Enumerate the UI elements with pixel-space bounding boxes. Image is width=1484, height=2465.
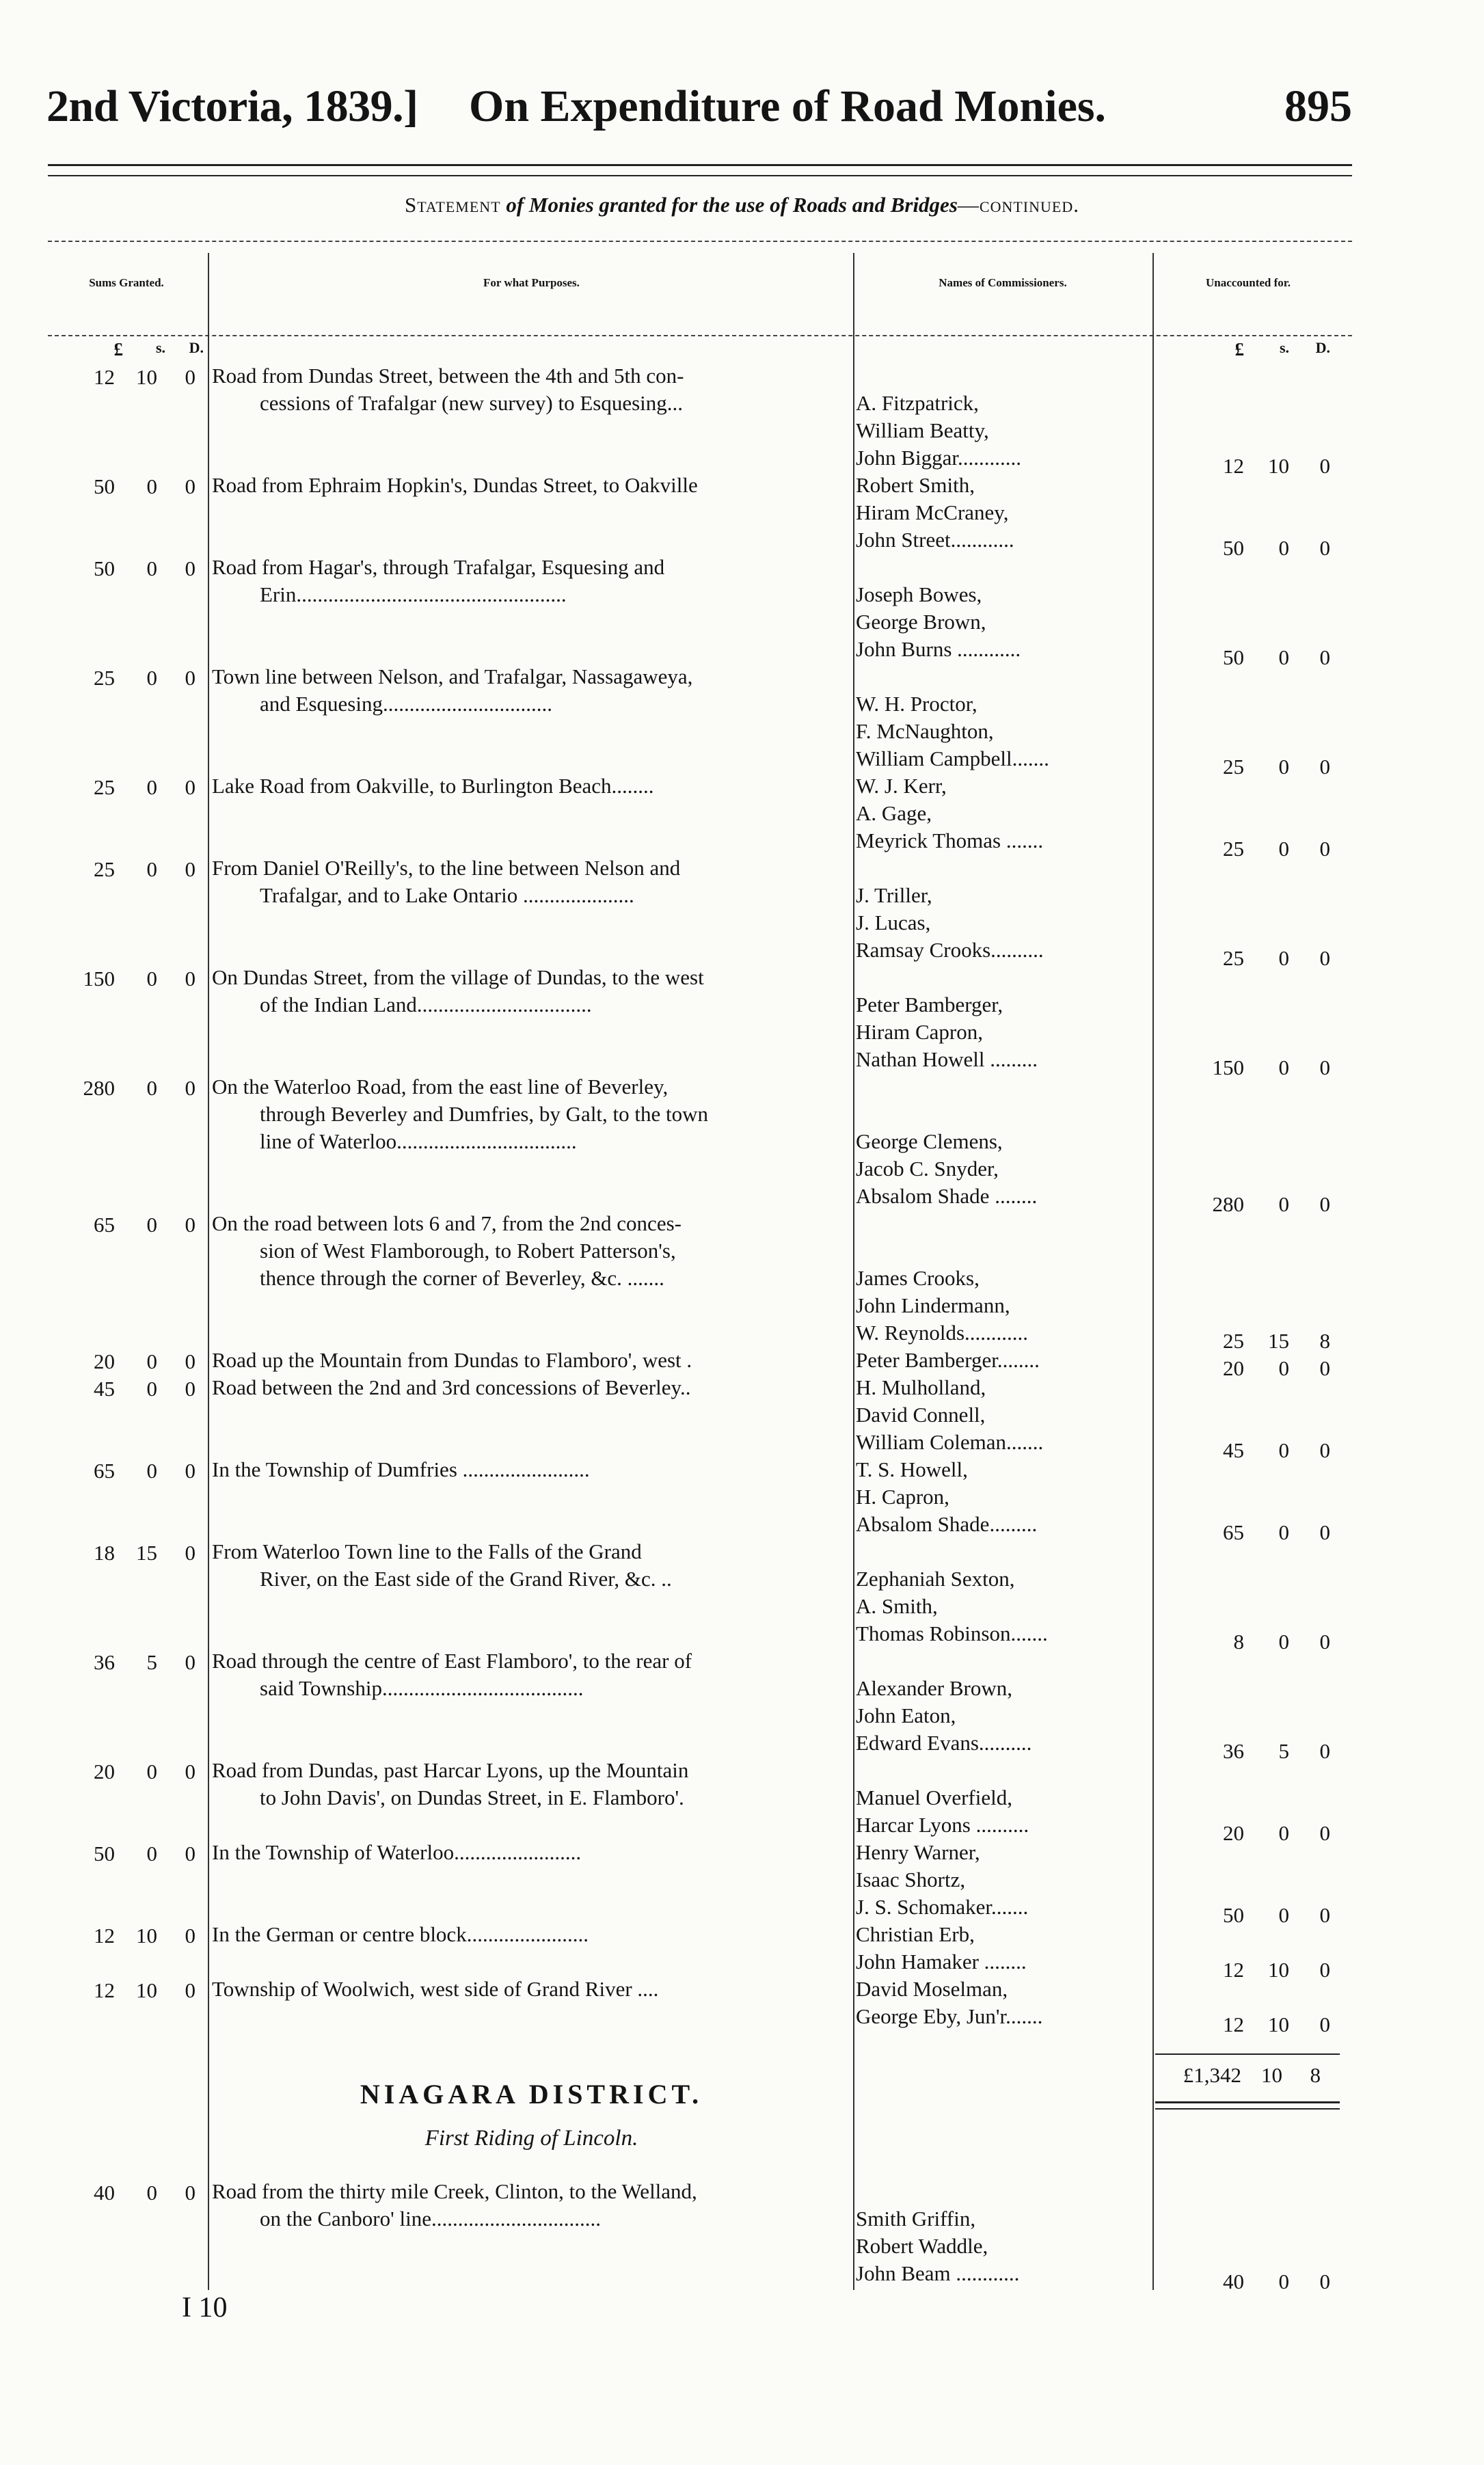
commissioner-list: Joseph Bowes, George Brown, John Burns ............ [856, 582, 1021, 661]
purpose-entry: Town line between Nelson, and Trafalgar, Nassagaweya, and Esquesing................................ [212, 664, 693, 716]
header-rule-top [48, 164, 1352, 166]
total-rule-bottom [1155, 2101, 1340, 2103]
commissioner-list: W. J. Kerr, A. Gage, Meyrick Thomas ....... [856, 774, 1044, 852]
col-header-commissioners: Names of Commissioners. [939, 276, 1067, 289]
purpose-entry: Road from Dundas, past Harcar Lyons, up the Mountain to John Davis', on Dundas Street, in E. Flamboro'. [212, 1758, 689, 1809]
commissioner-list: A. Fitzpatrick, William Beatty, John Biggar............ [856, 391, 1021, 470]
commissioner-list: Robert Smith, Hiram McCraney, John Street............ [856, 473, 1014, 552]
grant-amount: 40 0 0 [94, 2181, 195, 2205]
unaccounted-amount: 36 5 0 [1223, 1739, 1330, 1763]
grant-amount: 280 0 0 [83, 1076, 195, 1100]
commissioner-list: T. S. Howell, H. Capron, Absalom Shade......... [856, 1457, 1038, 1536]
purpose-entry: Road from the thirty mile Creek, Clinton, to the Welland, on the Canboro' line................................ [212, 2179, 697, 2231]
unit-pence: D. [189, 339, 204, 356]
unaccounted-amount: 25 0 0 [1223, 755, 1330, 779]
grant-amount: 25 0 0 [94, 775, 195, 799]
subtitle-italic: of Monies granted for the use of Roads and Bridges [506, 193, 958, 217]
header-rule-bottom [48, 175, 1352, 176]
grant-amount: 20 0 0 [94, 1760, 195, 1783]
col-header-unaccounted: Unaccounted for. [1205, 276, 1291, 289]
commissioner-list: Smith Griffin, Robert Waddle, John Beam ............ [856, 2207, 1020, 2285]
grant-amount: 50 0 0 [94, 1842, 195, 1865]
total-rule-top [1155, 2053, 1340, 2055]
purpose-entry: From Daniel O'Reilly's, to the line between Nelson and Trafalgar, and to Lake Ontario ..................... [212, 856, 681, 907]
commissioner-list: W. H. Proctor, F. McNaughton, William Campbell....... [856, 692, 1049, 770]
unaccounted-amount: 25 0 0 [1223, 837, 1330, 861]
unaccounted-amount: 45 0 0 [1223, 1438, 1330, 1462]
subtitle-rule [48, 241, 1352, 242]
col-header-sums: Sums Granted. [89, 276, 164, 289]
purpose-entry: Lake Road from Oakville, to Burlington Beach........ [212, 774, 654, 798]
units-grant [75, 339, 205, 360]
purpose-entry: Township of Woolwich, west side of Grand River .... [212, 1977, 659, 2001]
grant-amount: 25 0 0 [94, 857, 195, 881]
header-session: 2nd Victoria, 1839.] [46, 81, 418, 131]
signature-mark: I 10 [182, 2292, 228, 2323]
col-header-rule [48, 335, 1352, 336]
subtitle-caps: Statement [405, 193, 501, 217]
unit-pence: D. [1315, 339, 1330, 356]
purpose-entry: In the Township of Dumfries ........................ [212, 1457, 590, 1481]
purpose-entry: Road from Ephraim Hopkin's, Dundas Street, to Oakville [212, 473, 698, 497]
purpose-entry: On the Waterloo Road, from the east line of Beverley, through Beverley and Dumfries, by Galt, to the town line of Waterloo.................................. [212, 1075, 709, 1153]
grant-amount: 12 10 0 [94, 365, 195, 389]
purpose-entry: Road up the Mountain from Dundas to Flamboro', west . [212, 1348, 692, 1372]
commissioner-list: David Moselman, George Eby, Jun'r....... [856, 1977, 1043, 2028]
grant-amount: 12 10 0 [94, 1978, 195, 2002]
commissioner-list: Christian Erb, John Hamaker ........ [856, 1922, 1027, 1974]
divider-3 [1152, 253, 1154, 2290]
subtitle-suffix: —continued. [957, 193, 1079, 217]
unaccounted-amount: 25 0 0 [1223, 946, 1330, 970]
grant-amount: 50 0 0 [94, 556, 195, 580]
page-number: 895 [1284, 81, 1352, 131]
commissioner-list: Peter Bamberger, Hiram Capron, Nathan Howell ......... [856, 993, 1038, 1071]
unaccounted-amount: 12 10 0 [1223, 454, 1330, 478]
unit-shilling: s. [155, 339, 165, 356]
riding-heading: First Riding of Lincoln. [424, 2126, 638, 2151]
unaccounted-amount: 50 0 0 [1223, 1903, 1330, 1927]
grant-amount: 65 0 0 [94, 1459, 195, 1483]
statement-subtitle [0, 193, 1484, 217]
unaccounted-amount: 12 10 0 [1223, 1958, 1330, 1982]
unaccounted-amount: 65 0 0 [1223, 1520, 1330, 1544]
units-unaccounted [1176, 339, 1340, 360]
grant-amount: 50 0 0 [94, 474, 195, 498]
unaccounted-amount: 50 0 0 [1223, 645, 1330, 669]
commissioner-list: Manuel Overfield, Harcar Lyons .......... [856, 1786, 1029, 1837]
divider-1 [208, 253, 209, 2290]
grant-amount: 36 5 0 [94, 1650, 195, 1674]
commissioner-list: James Crooks, John Lindermann, W. Reynolds............ [856, 1266, 1029, 1345]
grant-amount: 65 0 0 [94, 1213, 195, 1237]
purpose-entry: From Waterloo Town line to the Falls of the Grand River, on the East side of the Grand River, &c. .. [212, 1539, 672, 1591]
grant-amount: 18 15 0 [94, 1541, 195, 1565]
unaccounted-amount: 50 0 0 [1223, 536, 1330, 560]
unaccounted-amount: 8 0 0 [1233, 1630, 1330, 1654]
grant-amount: 150 0 0 [83, 967, 195, 991]
purpose-entry: On Dundas Street, from the village of Dundas, to the west of the Indian Land................................. [212, 965, 704, 1016]
unaccounted-amount: 12 10 0 [1223, 2012, 1330, 2036]
total-rule-bottom-2 [1155, 2108, 1340, 2110]
grant-amount: 20 0 0 [94, 1349, 195, 1373]
grant-amount: 25 0 0 [94, 666, 195, 690]
purpose-entry: Road through the centre of East Flamboro', to the rear of said Township...................................... [212, 1649, 692, 1700]
commissioner-list: H. Mulholland, David Connell, William Coleman....... [856, 1375, 1044, 1454]
purpose-entry: Road between the 2nd and 3rd concessions of Beverley.. [212, 1375, 691, 1399]
commissioner-list: Zephaniah Sexton, A. Smith, Thomas Robinson....... [856, 1567, 1048, 1645]
unit-pound: £ [113, 339, 123, 360]
unaccounted-amount: 20 0 0 [1223, 1356, 1330, 1380]
col-header-purposes: For what Purposes. [483, 276, 580, 289]
commissioner-list: J. Triller, J. Lucas, Ramsay Crooks.......... [856, 883, 1044, 962]
purpose-entry: In the Township of Waterloo........................ [212, 1840, 582, 1864]
unaccounted-amount: 25 15 8 [1223, 1329, 1330, 1353]
unaccounted-amount: 150 0 0 [1212, 1055, 1330, 1079]
unit-pound: £ [1235, 339, 1244, 360]
total-unaccounted: £1,342 10 8 [1183, 2063, 1321, 2087]
unaccounted-amount: 280 0 0 [1212, 1192, 1330, 1216]
purpose-entry: Road from Dundas Street, between the 4th and 5th con- cessions of Trafalgar (new survey) to Esquesing... [212, 364, 684, 415]
district-heading: NIAGARA DISTRICT. [360, 2079, 703, 2110]
page-header [46, 81, 1352, 149]
commissioner-list: Alexander Brown, John Eaton, Edward Evans.......... [856, 1676, 1032, 1755]
commissioner-list: Henry Warner, Isaac Shortz, J. S. Schomaker....... [856, 1840, 1029, 1919]
unaccounted-amount: 40 0 0 [1223, 2269, 1330, 2293]
grant-amount: 45 0 0 [94, 1377, 195, 1401]
header-title: On Expenditure of Road Monies. [469, 81, 1107, 131]
unit-shilling: s. [1279, 339, 1289, 356]
purpose-entry: In the German or centre block....................... [212, 1922, 589, 1946]
purpose-entry: Road from Hagar's, through Trafalgar, Esquesing and Erin................................................... [212, 555, 665, 606]
commissioner-list: Peter Bamberger........ [856, 1348, 1040, 1372]
purpose-entry: On the road between lots 6 and 7, from the 2nd conces- sion of West Flamborough, to Robert Patterson's, thence through the corner of Beverley, &c. ....... [212, 1211, 682, 1290]
commissioner-list: George Clemens, Jacob C. Snyder, Absalom Shade ........ [856, 1129, 1038, 1208]
unaccounted-amount: 20 0 0 [1223, 1821, 1330, 1845]
divider-2 [853, 253, 854, 2290]
grant-amount: 12 10 0 [94, 1924, 195, 1948]
